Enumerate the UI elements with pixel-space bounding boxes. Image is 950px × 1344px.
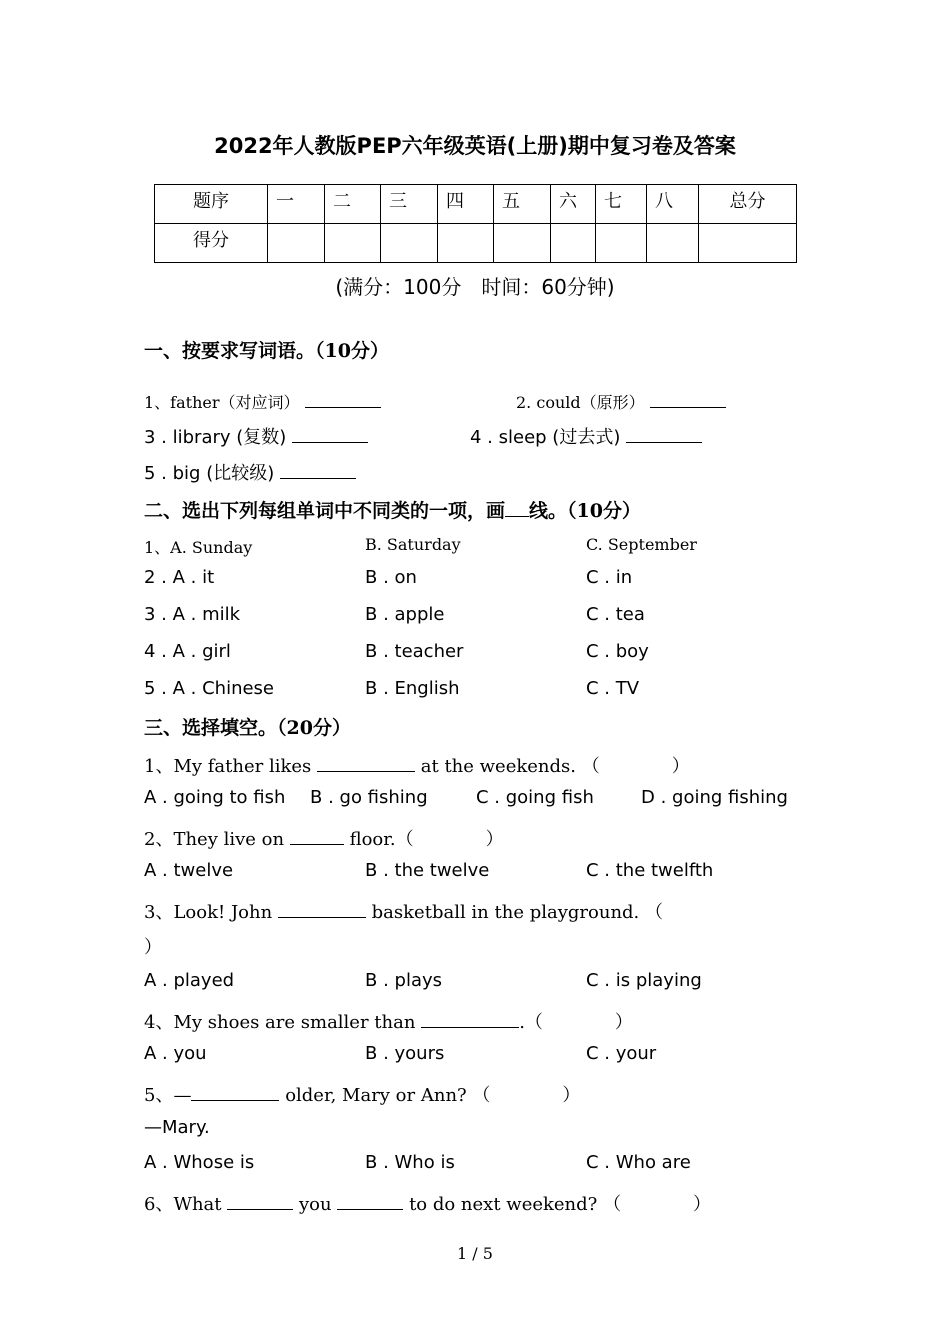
section2-heading-part: 二、选出下列每组单词中不同类的一项，画 xyxy=(144,500,506,522)
section1-heading: 一、按要求写词语。（10分） xyxy=(144,340,389,362)
score-header-cell: 四 xyxy=(438,185,494,224)
option-b[interactable]: B . apple xyxy=(365,604,445,625)
answer-blank[interactable] xyxy=(305,407,381,408)
option-c[interactable]: C . the twelfth xyxy=(586,860,714,881)
score-cell[interactable] xyxy=(268,224,325,263)
option-c[interactable]: C . your xyxy=(586,1043,657,1064)
answer-blank[interactable] xyxy=(337,1209,403,1210)
question-6 xyxy=(144,1190,711,1216)
answer-bracket-close[interactable]: ） xyxy=(144,937,162,958)
option-a[interactable]: 3 . A . milk xyxy=(144,604,241,625)
question-text: 3、Look! John xyxy=(144,902,273,923)
score-cell[interactable] xyxy=(325,224,381,263)
score-header-cell: 六 xyxy=(551,185,596,224)
score-cell[interactable] xyxy=(596,224,647,263)
question-text: at the weekends. xyxy=(420,756,576,777)
option-a[interactable]: A . you xyxy=(144,1043,207,1064)
answer-blank[interactable] xyxy=(292,442,368,443)
option-b[interactable]: B . yours xyxy=(365,1043,445,1064)
option-b[interactable]: B . on xyxy=(365,567,417,588)
option-b[interactable]: B . teacher xyxy=(365,641,464,662)
option-c[interactable]: C . Who are xyxy=(586,1152,691,1173)
answer-bracket[interactable]: （ ） xyxy=(581,756,690,777)
item-text: 2. could（原形） xyxy=(516,393,645,412)
score-header-cell: 题序 xyxy=(155,185,268,224)
item-text: 3 . library (复数) xyxy=(144,427,287,448)
option-a[interactable]: A . played xyxy=(144,970,235,991)
page-title: 2022年人教版PEP六年级英语(上册)期中复习卷及答案 xyxy=(214,134,736,158)
question-text: basketball in the playground. xyxy=(371,902,640,923)
option-b[interactable]: B . English xyxy=(365,678,460,699)
question-text: 2、They live on xyxy=(144,829,285,850)
answer-blank[interactable] xyxy=(650,407,726,408)
answer-blank[interactable] xyxy=(278,917,366,918)
score-cell[interactable] xyxy=(699,224,797,263)
score-header-cell: 八 xyxy=(647,185,699,224)
section1-item xyxy=(144,423,368,449)
question-text: 1、My father likes xyxy=(144,756,312,777)
section1-item xyxy=(470,423,702,449)
question-text: 5、— xyxy=(144,1085,192,1106)
score-cell[interactable] xyxy=(494,224,551,263)
option-a[interactable]: A . twelve xyxy=(144,860,234,881)
underline-mark xyxy=(505,516,529,517)
option-a[interactable]: 2 . A . it xyxy=(144,567,215,588)
answer-bracket[interactable]: （ ） xyxy=(395,829,504,850)
answer-bracket[interactable]: （ ） xyxy=(603,1194,712,1215)
question-text: 6、What xyxy=(144,1194,222,1215)
answer-blank[interactable] xyxy=(626,442,702,443)
option-c[interactable]: C . going fish xyxy=(476,787,594,808)
page-number: 1 / 5 xyxy=(457,1244,493,1263)
score-cell[interactable] xyxy=(551,224,596,263)
question-text: 4、My shoes are smaller than xyxy=(144,1012,416,1033)
question-2 xyxy=(144,825,504,851)
answer-bracket[interactable]: （ ） xyxy=(472,1085,581,1106)
score-cell[interactable] xyxy=(438,224,494,263)
option-b[interactable]: B . plays xyxy=(365,970,443,991)
question-3 xyxy=(144,898,663,924)
option-c[interactable]: C . is playing xyxy=(586,970,702,991)
question-text: floor. xyxy=(349,829,396,850)
score-cell[interactable] xyxy=(647,224,699,263)
option-b[interactable]: B . the twelve xyxy=(365,860,490,881)
score-table-score-row xyxy=(155,224,797,263)
option-b[interactable]: B . go fishing xyxy=(310,787,428,808)
option-c[interactable]: C . in xyxy=(586,567,633,588)
score-table-header-row xyxy=(155,185,797,224)
score-header-cell: 五 xyxy=(494,185,551,224)
item-text: 5 . big (比较级) xyxy=(144,463,275,484)
answer-blank[interactable] xyxy=(227,1209,293,1210)
answer-blank[interactable] xyxy=(290,844,344,845)
section1-item xyxy=(516,390,726,413)
answer-blank[interactable] xyxy=(191,1100,279,1101)
option-c[interactable]: C . boy xyxy=(586,641,649,662)
option-a[interactable]: 4 . A . girl xyxy=(144,641,231,662)
question-text: . xyxy=(519,1012,525,1033)
option-a[interactable]: 5 . A . Chinese xyxy=(144,678,275,699)
question-5 xyxy=(144,1081,580,1107)
score-row-label: 得分 xyxy=(155,224,268,263)
answer-blank[interactable] xyxy=(317,771,415,772)
score-header-cell: 七 xyxy=(596,185,647,224)
dialog-answer: —Mary. xyxy=(144,1117,210,1138)
section1-item xyxy=(144,459,356,485)
answer-bracket[interactable]: （ xyxy=(645,902,664,923)
answer-bracket[interactable]: （ ） xyxy=(524,1012,633,1033)
item-text: 4 . sleep (过去式) xyxy=(470,427,621,448)
score-table xyxy=(154,184,797,263)
option-c[interactable]: C . TV xyxy=(586,678,640,699)
option-c[interactable]: C. September xyxy=(586,535,697,554)
question-text: you xyxy=(298,1194,332,1215)
answer-blank[interactable] xyxy=(421,1027,519,1028)
question-text: to do next weekend? xyxy=(409,1194,598,1215)
section2-heading xyxy=(144,496,641,523)
option-a[interactable]: A . Whose is xyxy=(144,1152,255,1173)
question-text: older, Mary or Ann? xyxy=(285,1085,467,1106)
option-b[interactable]: B . Who is xyxy=(365,1152,455,1173)
exam-info: (满分：100分 时间：60分钟) xyxy=(335,275,615,299)
option-a[interactable]: 1、A. Sunday xyxy=(144,538,253,557)
question-1 xyxy=(144,752,690,778)
option-c[interactable]: C . tea xyxy=(586,604,645,625)
score-header-cell: 一 xyxy=(268,185,325,224)
score-header-cell: 三 xyxy=(381,185,438,224)
score-header-cell: 总分 xyxy=(699,185,797,224)
question-4 xyxy=(144,1008,633,1034)
option-b[interactable]: B. Saturday xyxy=(365,535,461,554)
section2-heading-part: 线。（10分） xyxy=(529,500,641,522)
answer-blank[interactable] xyxy=(280,478,356,479)
score-cell[interactable] xyxy=(381,224,438,263)
item-text: 1、father（对应词） xyxy=(144,393,300,412)
section3-heading: 三、选择填空。（20分） xyxy=(144,717,351,739)
option-d[interactable]: D . going fishing xyxy=(641,787,788,808)
section1-item xyxy=(144,390,381,413)
option-a[interactable]: A . going to fish xyxy=(144,787,286,808)
score-header-cell: 二 xyxy=(325,185,381,224)
